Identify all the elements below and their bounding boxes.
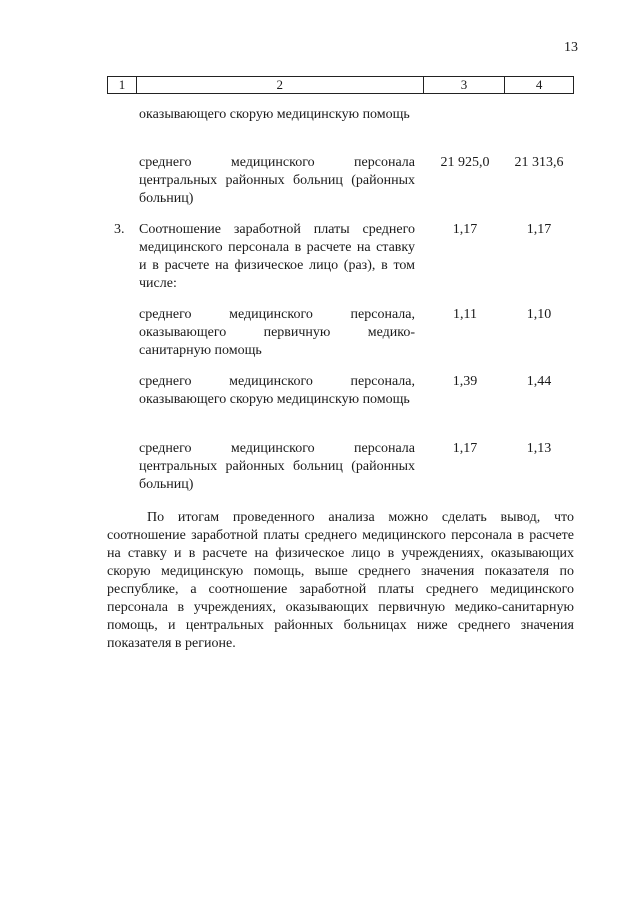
row-value-col3: 1,17 <box>452 441 478 456</box>
row-value-col4: 21 313,6 <box>514 155 564 170</box>
header-cell-3: 3 <box>424 77 506 93</box>
row-value-col3: 1,17 <box>452 222 478 237</box>
row-value-col4: 1,44 <box>526 374 552 389</box>
table-header-row <box>107 76 574 94</box>
header-cell-1: 1 <box>108 77 137 93</box>
row-value-col4: 1,17 <box>526 222 552 237</box>
row-description: оказывающего скорую медицинскую помощь <box>139 107 410 122</box>
row-description: среднего медицинского персонала, оказывающего скорую медицинскую помощь <box>139 374 415 407</box>
row-value-col4: 1,10 <box>526 307 552 322</box>
row-value-col4: 1,13 <box>526 441 552 456</box>
row-description: среднего медицинского персонала центральных районных больниц (районных больниц) <box>139 441 415 492</box>
row-number: 3. <box>114 222 125 237</box>
row-value-col3: 1,39 <box>452 374 478 389</box>
row-description: Соотношение заработной платы среднего медицинского персонала в расчете на ставку и в расчете на физическое лицо (раз), в том числе: <box>139 222 415 291</box>
row-value-col3: 1,11 <box>453 307 477 322</box>
row-value-col3: 21 925,0 <box>440 155 490 170</box>
conclusion-paragraph: По итогам проведенного анализа можно сделать вывод, что соотношение заработной платы среднего медицинского персонала в расчете на ставку и в расчете на физическое лицо в учреждениях, оказывающих скорую медицинскую помощь, выше среднего значения показателя по республике, а соотношение заработной платы среднего медицинского персонала в учреждениях, оказывающих первичную медико-санитарную помощь, и центральных районных больницах ниже среднего значения показателя в регионе. <box>107 510 574 651</box>
header-cell-2: 2 <box>137 77 424 93</box>
row-description: среднего медицинского персонала, оказывающего первичную медико-санитарную помощь <box>139 307 415 358</box>
row-description: среднего медицинского персонала центральных районных больниц (районных больниц) <box>139 155 415 206</box>
page-number: 13 <box>564 40 578 55</box>
header-cell-4: 4 <box>535 77 543 92</box>
